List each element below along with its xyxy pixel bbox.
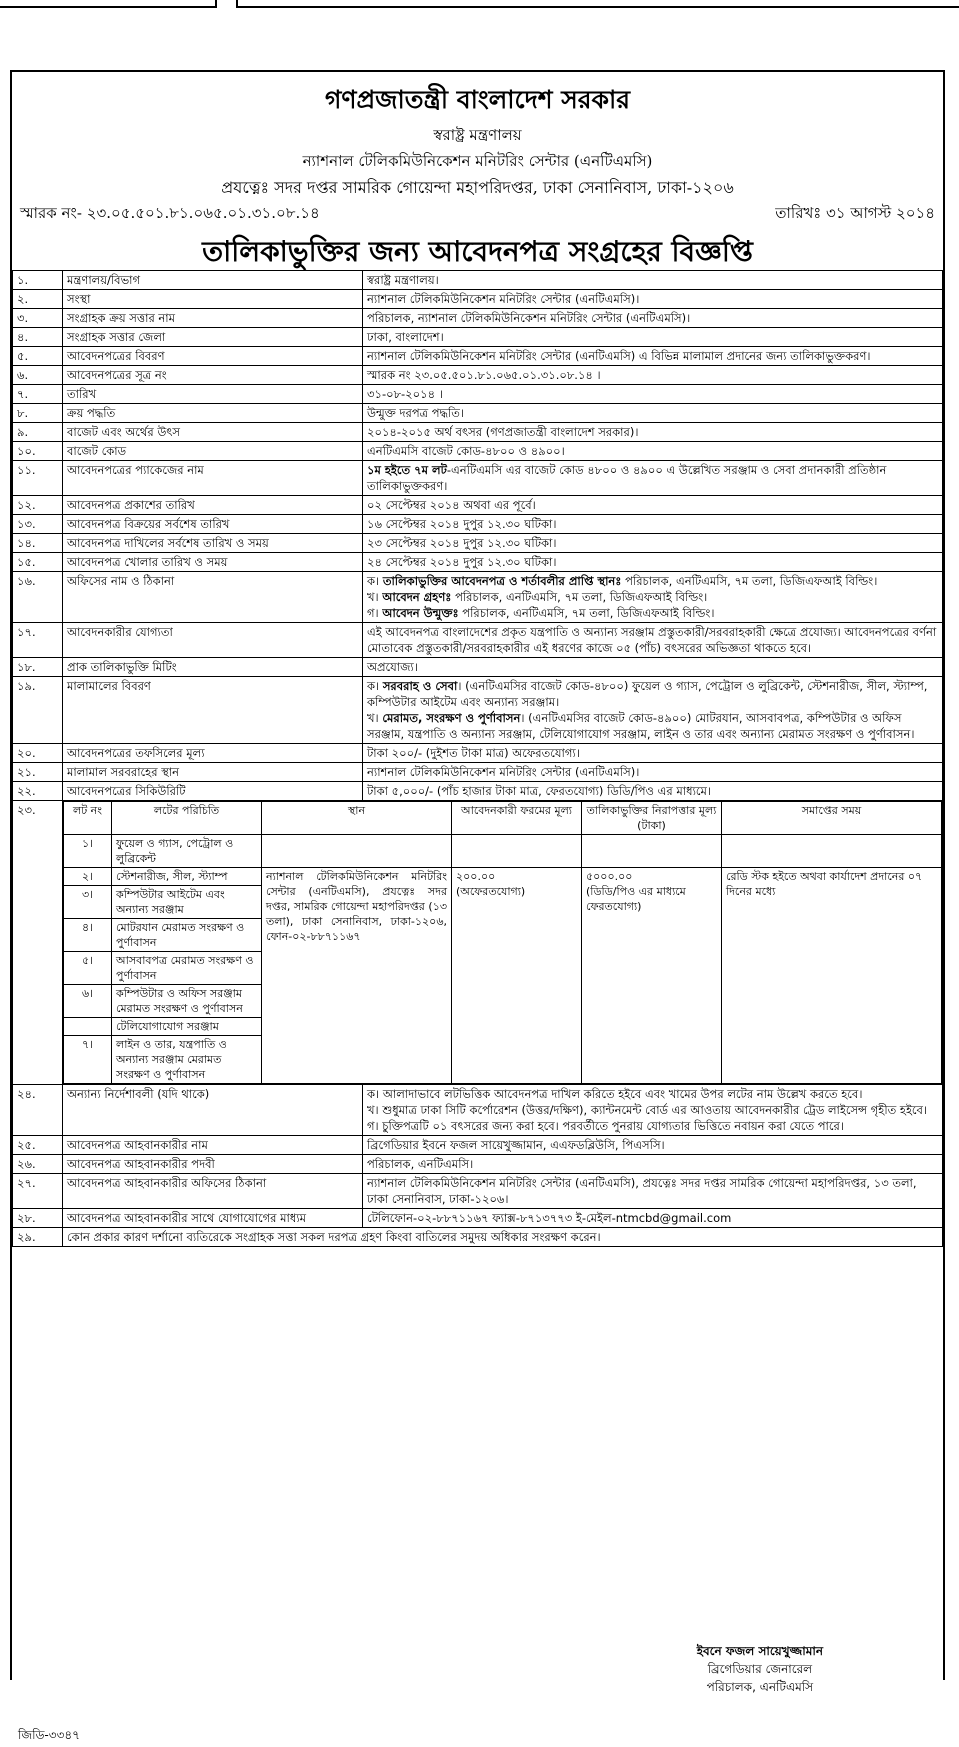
value-text: স্বরাষ্ট্র মন্ত্রণালয়। [367, 273, 439, 287]
table-row [13, 658, 943, 677]
table-row [13, 366, 943, 385]
table-row [13, 1136, 943, 1155]
ministry-name: স্বরাষ্ট্র মন্ত্রণালয় [433, 126, 522, 144]
value-text: ব্রিগেডিয়ার ইবনে ফজল সায়েখুজ্জামান, এএফডব্লিউসি, পিএসসি। [367, 1138, 665, 1152]
row-label: মালামাল সরবরাহের স্থান [63, 763, 363, 782]
item-text: পরিচালক, এনটিএমসি, ৭ম তলা, ডিজিএফআই বিল্ডিং। [455, 590, 708, 604]
item-heading: সরবরাহ ও সেবা [382, 679, 458, 693]
table-row [13, 1085, 943, 1136]
item-prefix: ক। [367, 679, 380, 693]
row-value [363, 461, 943, 496]
top-rule-right [236, 0, 959, 8]
row-value [363, 763, 943, 782]
row-label: আবেদনপত্র খোলার তারিখ ও সময় [63, 553, 363, 572]
table-row [13, 461, 943, 496]
row-value [363, 553, 943, 572]
row-value [363, 1136, 943, 1155]
row-value [363, 309, 943, 328]
form-price-note: (অফেরতযোগ্য) [456, 885, 526, 898]
table-row [13, 290, 943, 309]
row-label: আবেদনপত্রের বিবরণ [63, 347, 363, 366]
row-number: ৪. [13, 328, 63, 347]
row-value [363, 1155, 943, 1174]
table-row [13, 1155, 943, 1174]
value-text: ৩১-০৮-২০১৪ । [367, 387, 443, 401]
row-label: আবেদনপত্র প্রকাশের তারিখ [63, 496, 363, 515]
row-value [363, 404, 943, 423]
row-number: ২১. [13, 763, 63, 782]
row-value: কোন প্রকার কারণ দর্শানো ব্যতিরেকে সংগ্রাহক সত্তা সকল দরপত্র গ্রহণ কিংবা বাতিলের সমুদয় অধিকার সংরক্ষণ করেন। [63, 1228, 943, 1247]
value-text: ন্যাশনাল টেলিকমিউনিকেশন মনিটরিং সেন্টার (এনটিএমসি)। [367, 765, 640, 779]
row-number: ৬. [13, 366, 63, 385]
row-number: ২৬. [13, 1155, 63, 1174]
completion-time: রেডি স্টক হইতে অথবা কার্যাদেশ প্রদানের ০৭ দিনের মধ্যে [722, 868, 942, 1084]
signatory-rank: ব্রিগেডিয়ার জেনারেল [707, 1662, 813, 1676]
table-row [13, 1209, 943, 1228]
item-heading: তালিকাভুক্তির আবেদনপত্র ও শর্তাবলীর প্রাপ্তি স্থানঃ [382, 574, 622, 588]
table-row [13, 404, 943, 423]
row-value [363, 271, 943, 290]
row-number: ২৪. [13, 1085, 63, 1136]
row-number: ১৮. [13, 658, 63, 677]
row-label: বাজেট কোড [63, 442, 363, 461]
row-label: প্রাক তালিকাভুক্তি মিটিং [63, 658, 363, 677]
email-link[interactable]: ntmcbd@gmail.com [615, 1211, 732, 1225]
value-text: ২০১৪-২০১৫ অর্থ বৎসর (গণপ্রজাতন্ত্রী বাংলাদেশ সরকার)। [367, 425, 639, 439]
office-address: প্রযত্নেঃ সদর দপ্তর সামরিক গোয়েন্দা মহাপরিদপ্তর, ঢাকা সেনানিবাস, ঢাকা-১২০৬ [221, 178, 734, 197]
row-label: সংগ্রাহক সত্তার জেলা [63, 328, 363, 347]
lots-header-cell: লটের পরিচিতি [112, 802, 262, 835]
gd-number: জিডি-৩৩৪৭ [18, 1728, 80, 1742]
table-row [13, 271, 943, 290]
lots-header-cell: স্থান [262, 802, 452, 835]
instruction-c: গ। চুক্তিপত্রটি ০১ বৎসরের জন্য করা হবে। পরবর্তীতে পুনরায় যোগ্যতার ভিত্তিতে নবায়ন করা যেতে পারে। [367, 1119, 844, 1133]
centre-name: ন্যাশনাল টেলিকমিউনিকেশন মনিটরিং সেন্টার (এনটিএমসি) [302, 152, 653, 170]
value-text: ন্যাশনাল টেলিকমিউনিকেশন মনিটরিং সেন্টার (এনটিএমসি), প্রযত্নেঃ সদর দপ্তর সামরিক গোয়েন্দা মহাপরিদপ্তর, ১৩ তলা, ঢাকা সেনানিবাস, ঢাকা-১২০৬। [367, 1176, 917, 1206]
value-text: উন্মুক্ত দরপত্র পদ্ধতি। [367, 406, 465, 420]
table-row [13, 677, 943, 744]
row-value [363, 515, 943, 534]
table-row [13, 1228, 943, 1247]
table-row [13, 763, 943, 782]
row-value [363, 423, 943, 442]
value-text: ন্যাশনাল টেলিকমিউনিকেশন মনিটরিং সেন্টার (এনটিএমসি) এ বিভিন্ন মালামাল প্রদানের জন্য তালিকাভুক্তকরণ। [367, 349, 871, 363]
item-text: পরিচালক, এনটিএমসি, ৭ম তলা, ডিজিএফআই বিল্ডিং। [625, 574, 878, 588]
value-text: টাকা ৫,০০০/- (পাঁচ হাজার টাকা মাত্র, ফেরতযোগ্য) ডিডি/পিও এর মাধ্যমে। [367, 784, 712, 798]
item-text: । (এনটিএমসির বাজেট কোড-৪৮০০) ফুয়েল ও গ্যাস, পেট্রোল ও লুব্রিকেন্ট, স্টেশনারীজ, সীল, স্ট্যাম্প, কম্পিউটার আইটেম এবং অন্যান্য সরঞ্জাম। [367, 679, 928, 709]
lots-header-cell: লট নং [64, 802, 112, 835]
table-row [13, 801, 943, 1085]
row-number: ১৫. [13, 553, 63, 572]
row-label: আবেদনপত্র আহবানকারীর অফিসের ঠিকানা [63, 1174, 363, 1209]
value-text: ন্যাশনাল টেলিকমিউনিকেশন মনিটরিং সেন্টার (এনটিএমসি)। [367, 292, 640, 306]
table-row [13, 328, 943, 347]
lots-table [63, 801, 942, 1084]
table-row [13, 782, 943, 801]
row-label: আবেদনপত্র বিক্রয়ের সর্বশেষ তারিখ [63, 515, 363, 534]
row-label: আবেদনপত্রের তফসিলের মূল্য [63, 744, 363, 763]
lot-place: ন্যাশনাল টেলিকমিউনিকেশন মনিটরিং সেন্টার (এনটিএমসি), প্রযত্নেঃ সদর দপ্তর, সামরিক গোয়েন্দা মহাপরিদপ্তর (১৩ তলা), ঢাকা সেনানিবাস, ঢাকা-১২০৬, ফোন-০২-৮৮৭১১৬৭ [262, 868, 452, 1084]
item-heading: মেরামত, সংরক্ষণ ও পুর্ণাবাসন [382, 711, 521, 725]
lot-number: ২। [64, 868, 112, 886]
table-row [13, 442, 943, 461]
contact-text: টেলিফোন-০২-৮৮৭১১৬৭ ফ্যাক্স-৮৭১৩৭৭৩ ই-মেইল- [367, 1211, 616, 1225]
row-label: অন্যান্য নির্দেশাবলী (যদি থাকে) [63, 1085, 363, 1136]
table-row [13, 309, 943, 328]
row-label: আবেদনপত্র আহবানকারীর সাথে যোগাযোগের মাধ্যম [63, 1209, 363, 1228]
lot-name: মোটরযান মেরামত সংরক্ষণ ও পুর্ণাবাসন [112, 919, 262, 952]
table-row [13, 385, 943, 404]
table-row [13, 347, 943, 366]
row-label: মালামালের বিবরণ [63, 677, 363, 744]
table-row [13, 496, 943, 515]
table-row [13, 423, 943, 442]
table-row [13, 1174, 943, 1209]
row-label: আবেদনপত্রের প্যাকেজের নাম [63, 461, 363, 496]
row-value [363, 1085, 943, 1136]
row-number: ২৩. [13, 801, 63, 1085]
lot-name: টেলিযোগাযোগ সরঞ্জাম [112, 1018, 262, 1036]
lot-number: ৩। [64, 886, 112, 919]
row-label: আবেদনপত্র আহবানকারীর পদবী [63, 1155, 363, 1174]
instruction-b: খ। শুধুমাত্র ঢাকা সিটি কর্পোরেশন (উত্তর/দক্ষিণ), ক্যান্টনমেন্ট বোর্ড এর আওতায় আবেদনকারীর ট্রেড লাইসেন্স গৃহীত হইবে। [367, 1103, 928, 1117]
notice-frame [10, 70, 945, 1742]
value-text: ২৪ সেপ্টেম্বর ২০১৪ দুপুর ১২.৩০ ঘটিকা। [367, 555, 557, 569]
row-label: আবেদনপত্রের সূত্র নং [63, 366, 363, 385]
row-number: ৩. [13, 309, 63, 328]
row-value [363, 1174, 943, 1209]
row-value [363, 1209, 943, 1228]
item-prefix: ক। [367, 574, 380, 588]
row-number: ২৯. [13, 1228, 63, 1247]
row-label: বাজেট এবং অর্থের উৎস [63, 423, 363, 442]
row-number: ১৬. [13, 572, 63, 623]
government-title: গণপ্রজাতন্ত্রী বাংলাদেশ সরকার [325, 85, 630, 114]
row-value [363, 366, 943, 385]
item-prefix: খ। [367, 590, 379, 604]
lot-name: স্টেশনারীজ, সীল, স্ট্যাম্প [112, 868, 262, 886]
row-value: অপ্রযোজ্য। [363, 658, 943, 677]
row-number: ১২. [13, 496, 63, 515]
lots-header-row [64, 802, 942, 835]
table-row [13, 515, 943, 534]
item-text: । (এনটিএমসির বাজেট কোড-৪৯০০) মোটরযান, আসবাবপত্র, কম্পিউটার ও অফিস সরঞ্জাম, যন্ত্রপাতি ও অন্যান্য সরঞ্জাম, টেলিযোগাযোগ সরঞ্জাম, লাইন ও তার এবং অন্যান্য মেরামত সংরক্ষণ ও পুর্ণাবাসন। [367, 711, 915, 741]
form-price-cell [452, 868, 582, 1084]
row-value [363, 496, 943, 515]
value-text: ০২ সেপ্টেম্বর ২০১৪ অথবা এর পূর্বে। [367, 498, 536, 512]
row-label: তারিখ [63, 385, 363, 404]
value-text: ঢাকা, বাংলাদেশ। [367, 330, 444, 344]
table-row [13, 534, 943, 553]
value-text: -এনটিএমসি এর বাজেট কোড ৪৮০০ ও ৪৯০০ এ উল্লেখিত সরঞ্জাম ও সেবা প্রদানকারী প্রতিষ্ঠান তালিকাভুক্তকরণ। [367, 463, 887, 493]
row-value [363, 290, 943, 309]
row-number: ৫. [13, 347, 63, 366]
lot-number: ৪। [64, 919, 112, 952]
value-text: পরিচালক, ন্যাশনাল টেলিকমিউনিকেশন মনিটরিং সেন্টার (এনটিএমসি)। [367, 311, 691, 325]
row-number: ১৩. [13, 515, 63, 534]
row-label: অফিসের নাম ও ঠিকানা [63, 572, 363, 623]
value-text: স্মারক নং ২৩.০৫.৫০১.৮১.০৬৫.০১.৩১.০৮.১৪ । [367, 368, 601, 382]
row-label: আবেদনপত্রের সিকিউরিটি [63, 782, 363, 801]
signatory-designation: পরিচালক, এনটিএমসি [706, 1680, 814, 1694]
row-label: ক্রয় পদ্ধতি [63, 404, 363, 423]
lot-row [64, 835, 942, 868]
row-number: ১৪. [13, 534, 63, 553]
value-text: টাকা ২০০/- (দুইশত টাকা মাত্র) অফেরতযোগ্য। [367, 746, 580, 760]
lot-name: কম্পিউটার ও অফিস সরঞ্জাম মেরামত সংরক্ষণ ও পুর্ণাবাসন [112, 985, 262, 1018]
top-rule-left [0, 0, 217, 8]
signature-block [697, 1642, 823, 1696]
row-label: আবেদনপত্র আহবানকারীর নাম [63, 1136, 363, 1155]
row-value: এই আবেদনপত্র বাংলাদেশের প্রকৃত যন্ত্রপাতি ও অন্যান্য সরঞ্জাম প্রস্তুতকারী/সরবরাহকারী ক্ষেত্রে প্রযোজ্য। আবেদনপত্রের বর্ণনা মোতাবেক প্রস্তুতকারী/সরবরাহকারীর এই ধরণের কাজে ০৫ (পাঁচ) বৎসরের অভিজ্ঞতা থাকতে হবে। [363, 623, 943, 658]
lots-header-cell: সমাপ্তের সময় [722, 802, 942, 835]
row-label: মন্ত্রণালয়/বিভাগ [63, 271, 363, 290]
empty-cell [452, 835, 582, 868]
row-value [363, 534, 943, 553]
lot-name: আসবাবপত্র মেরামত সংরক্ষণ ও পুর্ণাবাসন [112, 952, 262, 985]
notice-title: তালিকাভুক্তির জন্য আবেদনপত্র সংগ্রহের বিজ্ঞপ্তি [202, 235, 753, 268]
row-number: ২০. [13, 744, 63, 763]
lot-number: ১। [64, 835, 112, 868]
row-number: ১. [13, 271, 63, 290]
empty-cell [582, 835, 722, 868]
row-number: ২৭. [13, 1174, 63, 1209]
value-text: ১৬ সেপ্টেম্বর ২০১৪ দুপুর ১২.৩০ ঘটিকা। [367, 517, 557, 531]
value-heading: ১ম হইতে ৭ম লট [367, 463, 447, 477]
row-number: ২৮. [13, 1209, 63, 1228]
row-value [363, 347, 943, 366]
row-number: ১০. [13, 442, 63, 461]
empty-cell [262, 835, 452, 868]
lot-row [64, 868, 942, 886]
row-value [363, 572, 943, 623]
row-value [363, 744, 943, 763]
row-value [363, 385, 943, 404]
row-number: ৮. [13, 404, 63, 423]
item-text: পরিচালক, এনটিএমসি, ৭ম তলা, ডিজিএফআই বিল্ডিং। [462, 606, 715, 620]
row-number: ৭. [13, 385, 63, 404]
row-value [363, 782, 943, 801]
lot-number: ৬। [64, 985, 112, 1018]
row-number: ২২. [13, 782, 63, 801]
row-number: ১৯. [13, 677, 63, 744]
security-note: (ডিডি/পিও এর মাধ্যমে ফেরতযোগ্য) [586, 885, 686, 913]
item-heading: আবেদন গ্রহণঃ [382, 590, 452, 604]
lot-name: ফুয়েল ও গ্যাস, পেট্রোল ও লুব্রিকেন্ট [112, 835, 262, 868]
lots-cell [63, 801, 943, 1085]
instruction-a: ক। আলাদাভাবে লটভিত্তিক আবেদনপত্র দাখিল করিতে হইবে এবং খামের উপর লটের নাম উল্লেখ করতে হবে। [367, 1087, 863, 1101]
empty-cell [722, 835, 942, 868]
row-label: আবেদনপত্র দাখিলের সর্বশেষ তারিখ ও সময় [63, 534, 363, 553]
item-prefix: গ। [367, 606, 379, 620]
row-value [363, 677, 943, 744]
item-prefix: খ। [367, 711, 379, 725]
lot-number [64, 1018, 112, 1036]
row-number: ২. [13, 290, 63, 309]
row-number: ১৭. [13, 623, 63, 658]
notice-table [12, 270, 943, 1247]
lots-header-cell: তালিকাভুক্তির নিরাপত্তার মূল্য (টাকা) [582, 802, 722, 835]
value-text: ২৩ সেপ্টেম্বর ২০১৪ দুপুর ১২.৩০ ঘটিকা। [367, 536, 557, 550]
signatory-name: ইবনে ফজল সায়েখুজ্জামান [696, 1644, 823, 1658]
notice-date: তারিখঃ ৩১ আগস্ট ২০১৪ [775, 204, 935, 222]
security-cell [582, 868, 722, 1084]
value-text: এনটিএমসি বাজেট কোড-৪৮০০ ও ৪৯০০। [367, 444, 565, 458]
item-heading: আবেদন উন্মুক্তঃ [382, 606, 459, 620]
table-row [13, 623, 943, 658]
table-row [13, 572, 943, 623]
row-number: ১১. [13, 461, 63, 496]
row-label: সংস্থা [63, 290, 363, 309]
lot-name: কম্পিউটার আইটেম এবং অন্যান্য সরঞ্জাম [112, 886, 262, 919]
memo-number: স্মারক নং- ২৩.০৫.৫০১.৮১.০৬৫.০১.৩১.০৮.১৪ [20, 204, 320, 222]
lot-number: ৫। [64, 952, 112, 985]
row-value [363, 442, 943, 461]
lot-number: ৭। [64, 1036, 112, 1084]
table-row [13, 744, 943, 763]
lots-header-cell: আবেদনকারী ফরমের মূল্য [452, 802, 582, 835]
lot-name: লাইন ও তার, যন্ত্রপাতি ও অন্যান্য সরঞ্জাম মেরামত সংরক্ষণ ও পুর্ণাবাসন [112, 1036, 262, 1084]
table-row [13, 553, 943, 572]
security-amount: ৫০০০.০০ [586, 870, 633, 883]
row-number: ২৫. [13, 1136, 63, 1155]
row-value [363, 328, 943, 347]
form-price: ২০০.০০ [456, 870, 496, 883]
row-label: আবেদনকারীর যোগ্যতা [63, 623, 363, 658]
value-text: পরিচালক, এনটিএমসি। [367, 1157, 474, 1171]
row-label: সংগ্রাহক ক্রয় সত্তার নাম [63, 309, 363, 328]
row-number: ৯. [13, 423, 63, 442]
